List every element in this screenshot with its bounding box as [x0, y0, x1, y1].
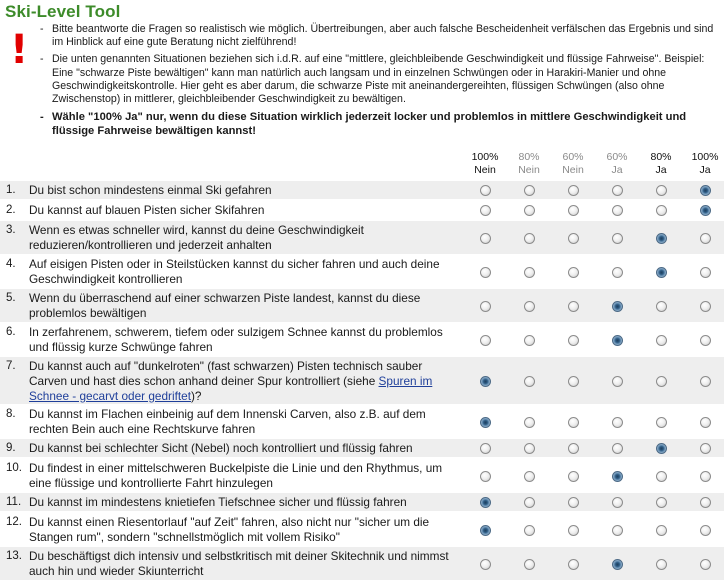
answer-radio[interactable] — [612, 267, 623, 278]
answer-radio[interactable] — [700, 233, 711, 244]
answer-radio[interactable] — [612, 417, 623, 428]
column-header-answer: Nein — [474, 164, 496, 176]
answer-radio[interactable] — [480, 205, 491, 216]
answer-radio[interactable] — [700, 525, 711, 536]
instructions — [40, 23, 718, 142]
question-row — [0, 289, 724, 322]
answer-radio[interactable] — [568, 525, 579, 536]
question-row — [0, 439, 724, 457]
answer-radio[interactable] — [612, 443, 623, 454]
answer-radio[interactable] — [568, 471, 579, 482]
question-text: Wenn es etwas schneller wird, kannst du deine Geschwindigkeit reduzieren/kontrollieren und jederzeit anhalten — [29, 223, 364, 252]
question-text: Du kannst auf blauen Pisten sicher Skifahren — [29, 203, 265, 217]
answer-radio[interactable] — [524, 417, 535, 428]
column-header-3 — [553, 151, 593, 177]
answer-radio[interactable] — [700, 376, 711, 387]
answer-radio[interactable] — [700, 185, 711, 196]
question-text: In zerfahrenem, schwerem, tiefem oder sulzigem Schnee kannst du problemlos und flüssig kurze Schwünge fahren — [29, 325, 443, 354]
answer-radio[interactable] — [480, 376, 491, 387]
column-header-percent: 80% — [518, 151, 540, 163]
answer-radio[interactable] — [656, 233, 667, 244]
question-text: Du bist schon mindestens einmal Ski gefahren — [29, 183, 272, 197]
question-text: Wenn du überraschend auf einer schwarzen Piste landest, kannst du diese problemlos bewältigen — [29, 291, 421, 320]
question-row — [0, 405, 724, 438]
answer-radio[interactable] — [568, 267, 579, 278]
answer-radio[interactable] — [568, 301, 579, 312]
column-header-1 — [465, 151, 505, 177]
instruction-text-2: Die unten genannten Situationen beziehen sich i.d.R. auf eine "mittlere, gleichbleibende Geschwindigkeit und flüssige Fahrweise". Beispiel: Eine "schwarze Piste bewältigen" kann man natürlich auch langsam und in einzelnen Schwüngen oder in Harakiri-Manier und ohne Geschwindigkeitskontrolle. Hier geht es aber darum, die schwarze Piste mit aneinandergereihten, flüssigen Schwüngen (also ohne Zwischenstop) in mittlerer, gleichbleibender Geschwindigkeit zu bewältigen. — [52, 53, 705, 106]
answer-radio[interactable] — [656, 559, 667, 570]
answer-radio[interactable] — [656, 185, 667, 196]
column-header-answer: Nein — [518, 164, 540, 176]
column-header-2 — [509, 151, 549, 177]
answer-radio[interactable] — [656, 301, 667, 312]
instruction-note: - Die unten genannten Situationen beziehen sich i.d.R. auf eine "mittlere, gleichbleibende Geschwindigkeit und flüssige Fahrweise". Beispiel: Eine "schwarze Piste bewältigen" kann man natürlich auch langsam und in einzelnen Schwüngen oder in Harakiri-Manier und ohne Geschwindigkeitskontrolle. Hier geht es aber darum, die schwarze Piste mit aneinandergereihten, flüssigen Schwüngen (also ohne Zwischenstop) in mittlerer, gleichbleibender Geschwindigkeit zu bewältigen. — [40, 53, 705, 106]
question-number: 13. — [6, 550, 22, 562]
answer-radio[interactable] — [700, 471, 711, 482]
question-number: 10. — [6, 462, 22, 474]
answer-radio[interactable] — [656, 417, 667, 428]
answer-radio[interactable] — [656, 497, 667, 508]
question-row — [0, 255, 724, 288]
answer-radio[interactable] — [612, 497, 623, 508]
column-header-percent: 80% — [650, 151, 672, 163]
question-number: 9. — [6, 442, 16, 454]
question-number: 8. — [6, 408, 16, 420]
answer-radio[interactable] — [612, 185, 623, 196]
answer-radio[interactable] — [524, 559, 535, 570]
answer-radio[interactable] — [612, 525, 623, 536]
spuren-im-schnee-link[interactable]: Spuren im Schnee - gecarvt oder gedriftet — [29, 374, 433, 403]
answer-radio[interactable] — [568, 185, 579, 196]
column-header-4 — [597, 151, 637, 177]
answer-radio[interactable] — [480, 471, 491, 482]
answer-radio[interactable] — [480, 335, 491, 346]
question-number: 4. — [6, 258, 16, 270]
question-number: 6. — [6, 326, 16, 338]
question-number: 7. — [6, 360, 16, 372]
answer-radio[interactable] — [568, 497, 579, 508]
question-row — [0, 459, 724, 492]
question-text: Auf eisigen Pisten oder in Steilstücken kannst du sicher fahren und auch deine Geschwindigkeit kontrollieren — [29, 257, 440, 286]
question-row — [0, 323, 724, 356]
answer-radio[interactable] — [568, 559, 579, 570]
column-header-5 — [641, 151, 681, 177]
answer-radio[interactable] — [700, 443, 711, 454]
answer-radio[interactable] — [524, 185, 535, 196]
answer-radio[interactable] — [612, 233, 623, 244]
answer-radio[interactable] — [480, 559, 491, 570]
answer-radio[interactable] — [700, 335, 711, 346]
question-row — [0, 493, 724, 511]
page-title: Ski-Level Tool — [5, 2, 121, 21]
question-row — [0, 221, 724, 254]
question-text: Du kannst einen Riesentorlauf "auf Zeit" fahren, also nicht nur "sicher um die Stangen rum", sondern "schnellstmöglich mit vollem Risiko" — [29, 515, 430, 544]
answer-radio[interactable] — [524, 471, 535, 482]
column-header-percent: 60% — [606, 151, 628, 163]
answer-radio[interactable] — [568, 233, 579, 244]
column-header-answer: Ja — [655, 164, 667, 176]
answer-radio[interactable] — [700, 417, 711, 428]
answer-radio[interactable] — [612, 471, 623, 482]
answer-radio[interactable] — [700, 301, 711, 312]
question-number: 1. — [6, 184, 16, 196]
answer-radio[interactable] — [612, 335, 623, 346]
answer-radio[interactable] — [524, 497, 535, 508]
question-text: Du kannst bei schlechter Sicht (Nebel) noch kontrolliert und flüssig fahren — [29, 441, 413, 455]
answer-radio[interactable] — [524, 301, 535, 312]
answer-radio[interactable] — [700, 267, 711, 278]
answer-radio[interactable] — [568, 417, 579, 428]
question-row — [0, 181, 724, 199]
answer-radio[interactable] — [524, 267, 535, 278]
question-row — [0, 547, 724, 580]
answer-radio[interactable] — [480, 525, 491, 536]
answer-radio[interactable] — [612, 376, 623, 387]
answer-radio[interactable] — [568, 443, 579, 454]
instruction-text-1: Bitte beantworte die Fragen so realistisch wie möglich. Übertreibungen, aber auch falsche Bescheidenheit verfälschen das Ergebnis und sind im Hinblick auf eine gute Beratung nicht zielführend! — [52, 23, 714, 49]
question-text: Du findest in einer mittelschweren Buckelpiste die Linie und den Rhythmus, um eine flüssige und kontrollierte Fahrt hinzulegen — [29, 461, 443, 490]
question-number: 2. — [6, 204, 16, 216]
question-number: 3. — [6, 224, 16, 236]
question-text: Du kannst auch auf "dunkelroten" (fast schwarzen) Pisten technisch sauber Carven und hast dies schon anhand deiner Spur kontrolliert (siehe Spuren im Schnee - gecarvt oder gedriftet)? — [29, 359, 433, 403]
answer-radio[interactable] — [524, 205, 535, 216]
question-row — [0, 201, 724, 219]
column-header-answer: Nein — [562, 164, 584, 176]
answer-radio[interactable] — [480, 443, 491, 454]
answer-radio[interactable] — [656, 205, 667, 216]
answer-radio[interactable] — [656, 335, 667, 346]
column-header-answer: Ja — [699, 164, 711, 176]
answer-radio[interactable] — [480, 497, 491, 508]
column-header-percent: 60% — [562, 151, 584, 163]
question-number: 11. — [6, 496, 22, 508]
question-row — [0, 513, 724, 546]
answer-radio[interactable] — [524, 376, 535, 387]
question-number: 5. — [6, 292, 16, 304]
answer-radio[interactable] — [480, 267, 491, 278]
column-header-percent: 100% — [691, 151, 719, 163]
answer-radio[interactable] — [524, 443, 535, 454]
answer-radio[interactable] — [656, 471, 667, 482]
answer-radio[interactable] — [480, 417, 491, 428]
answer-radio[interactable] — [656, 443, 667, 454]
answer-radio[interactable] — [524, 233, 535, 244]
answer-radio[interactable] — [524, 525, 535, 536]
answer-radio[interactable] — [656, 267, 667, 278]
answer-radio[interactable] — [568, 205, 579, 216]
answer-radio[interactable] — [612, 559, 623, 570]
answer-radio[interactable] — [524, 335, 535, 346]
answer-radio[interactable] — [568, 376, 579, 387]
answer-radio[interactable] — [612, 301, 623, 312]
answer-radio[interactable] — [568, 335, 579, 346]
column-header-6 — [685, 151, 724, 177]
question-row — [0, 357, 724, 404]
answer-radio[interactable] — [700, 559, 711, 570]
exclamation-icon: ! — [10, 27, 29, 73]
answer-radio[interactable] — [480, 301, 491, 312]
question-text: Du beschäftigst dich intensiv und selbstkritisch mit deiner Skitechnik und nimmst auch hin und wieder Skiunterricht — [29, 549, 449, 578]
instruction-note: - Bitte beantworte die Fragen so realistisch wie möglich. Übertreibungen, aber auch falsche Bescheidenheit verfälschen das Ergebnis und sind im Hinblick auf eine gute Beratung nicht zielführend! — [40, 23, 714, 49]
answer-radio[interactable] — [480, 185, 491, 196]
question-text: Du kannst im Flachen einbeinig auf dem Innenski Carven, also z.B. auf dem rechten Bein auch eine Rechtskurve fahren — [29, 407, 426, 436]
answer-radio[interactable] — [480, 233, 491, 244]
question-number: 12. — [6, 516, 22, 528]
column-header-percent: 100% — [471, 151, 499, 163]
answer-radio[interactable] — [656, 376, 667, 387]
answer-radio[interactable] — [700, 205, 711, 216]
instruction-text-3: Wähle "100% Ja" nur, wenn du diese Situation wirklich jederzeit locker und problemlos in mittlere Geschwindigkeit und flüssige Fahrweise bewältigen kannst! — [52, 111, 687, 138]
answer-radio[interactable] — [612, 205, 623, 216]
answer-radio[interactable] — [656, 525, 667, 536]
answer-radio[interactable] — [700, 497, 711, 508]
column-header-answer: Ja — [611, 164, 623, 176]
instruction-note-important: - Wähle "100% Ja" nur, wenn du diese Situation wirklich jederzeit locker und problemlos in mittlere Geschwindigkeit und flüssige Fahrweise bewältigen kannst! — [40, 111, 687, 138]
question-text: Du kannst im mindestens knietiefen Tiefschnee sicher und flüssig fahren — [29, 495, 407, 509]
